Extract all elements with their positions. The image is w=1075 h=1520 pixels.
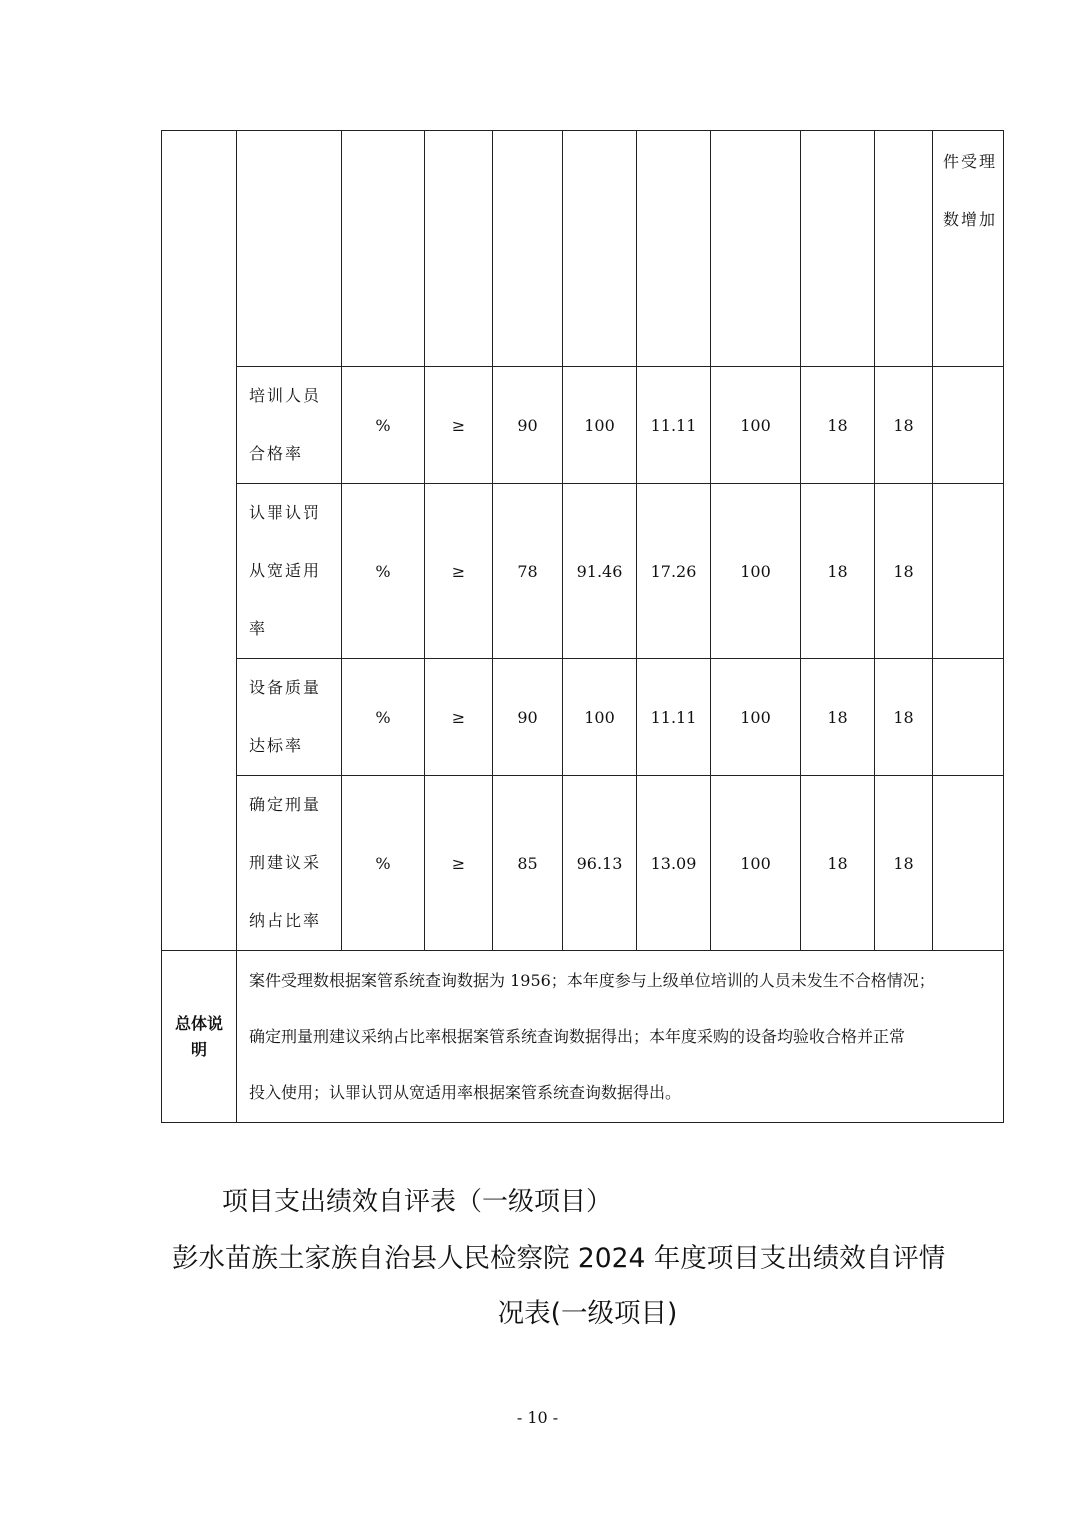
- note-cell: [933, 367, 1004, 484]
- summary-row: [162, 951, 1004, 1123]
- note-cell: [933, 484, 1004, 659]
- target-cell: 85: [493, 776, 563, 951]
- performance-table: [161, 130, 1004, 1123]
- weight-cell: 18: [801, 484, 875, 659]
- operator-cell: ≥: [425, 776, 493, 951]
- page-number: - 10 -: [516, 1408, 559, 1427]
- deviation-cell: 17.26: [637, 484, 711, 659]
- summary-text: 案件受理数根据案管系统查询数据为 1956；本年度参与上级单位培训的人员未发生不合格情况； 确定刑量刑建议采纳占比率根据案管系统查询数据得出；本年度采购的设备均验收合格并正常 投入使用；认罪认罚从宽适用率根据案管系统查询数据得出。: [237, 951, 1004, 1123]
- score-cell: 18: [875, 484, 933, 659]
- score-cell: 18: [875, 776, 933, 951]
- table-row: [162, 484, 1004, 659]
- weight-cell: 18: [801, 776, 875, 951]
- actual-cell: 91.46: [563, 484, 637, 659]
- target-cell: 90: [493, 367, 563, 484]
- deviation-cell: 13.09: [637, 776, 711, 951]
- indicator-name: 确定刑量 刑建议采 纳占比率: [237, 776, 342, 951]
- operator-cell: ≥: [425, 367, 493, 484]
- table-row: [162, 659, 1004, 776]
- unit-cell: %: [342, 484, 425, 659]
- completion-cell: 100: [711, 776, 801, 951]
- operator-cell: ≥: [425, 659, 493, 776]
- unit-cell: %: [342, 367, 425, 484]
- report-title-line1: 彭水苗族土家族自治县人民检察院 2024 年度项目支出绩效自评情: [172, 1243, 946, 1274]
- table-row: [162, 367, 1004, 484]
- deviation-cell: 11.11: [637, 367, 711, 484]
- unit-cell: %: [342, 659, 425, 776]
- indicator-name: 认罪认罚 从宽适用 率: [237, 484, 342, 659]
- note-cell: [933, 659, 1004, 776]
- note-cell: 件受理 数增加: [933, 131, 1004, 367]
- score-cell: 18: [875, 367, 933, 484]
- indicator-name: 培训人员 合格率: [237, 367, 342, 484]
- weight-cell: 18: [801, 367, 875, 484]
- note-cell: [933, 776, 1004, 951]
- completion-cell: 100: [711, 367, 801, 484]
- score-cell: 18: [875, 659, 933, 776]
- category-cell: [162, 131, 237, 951]
- actual-cell: 100: [563, 659, 637, 776]
- completion-cell: 100: [711, 659, 801, 776]
- table-row-continued: [162, 131, 1004, 367]
- table-row: [162, 776, 1004, 951]
- target-cell: 90: [493, 659, 563, 776]
- indicator-name: 设备质量 达标率: [237, 659, 342, 776]
- actual-cell: 100: [563, 367, 637, 484]
- unit-cell: %: [342, 776, 425, 951]
- summary-label: 总体说 明: [162, 951, 237, 1123]
- completion-cell: 100: [711, 484, 801, 659]
- section-title: 项目支出绩效自评表（一级项目）: [222, 1187, 613, 1217]
- actual-cell: 96.13: [563, 776, 637, 951]
- report-title-line2: 况表(一级项目): [497, 1298, 678, 1329]
- deviation-cell: 11.11: [637, 659, 711, 776]
- operator-cell: ≥: [425, 484, 493, 659]
- weight-cell: 18: [801, 659, 875, 776]
- target-cell: 78: [493, 484, 563, 659]
